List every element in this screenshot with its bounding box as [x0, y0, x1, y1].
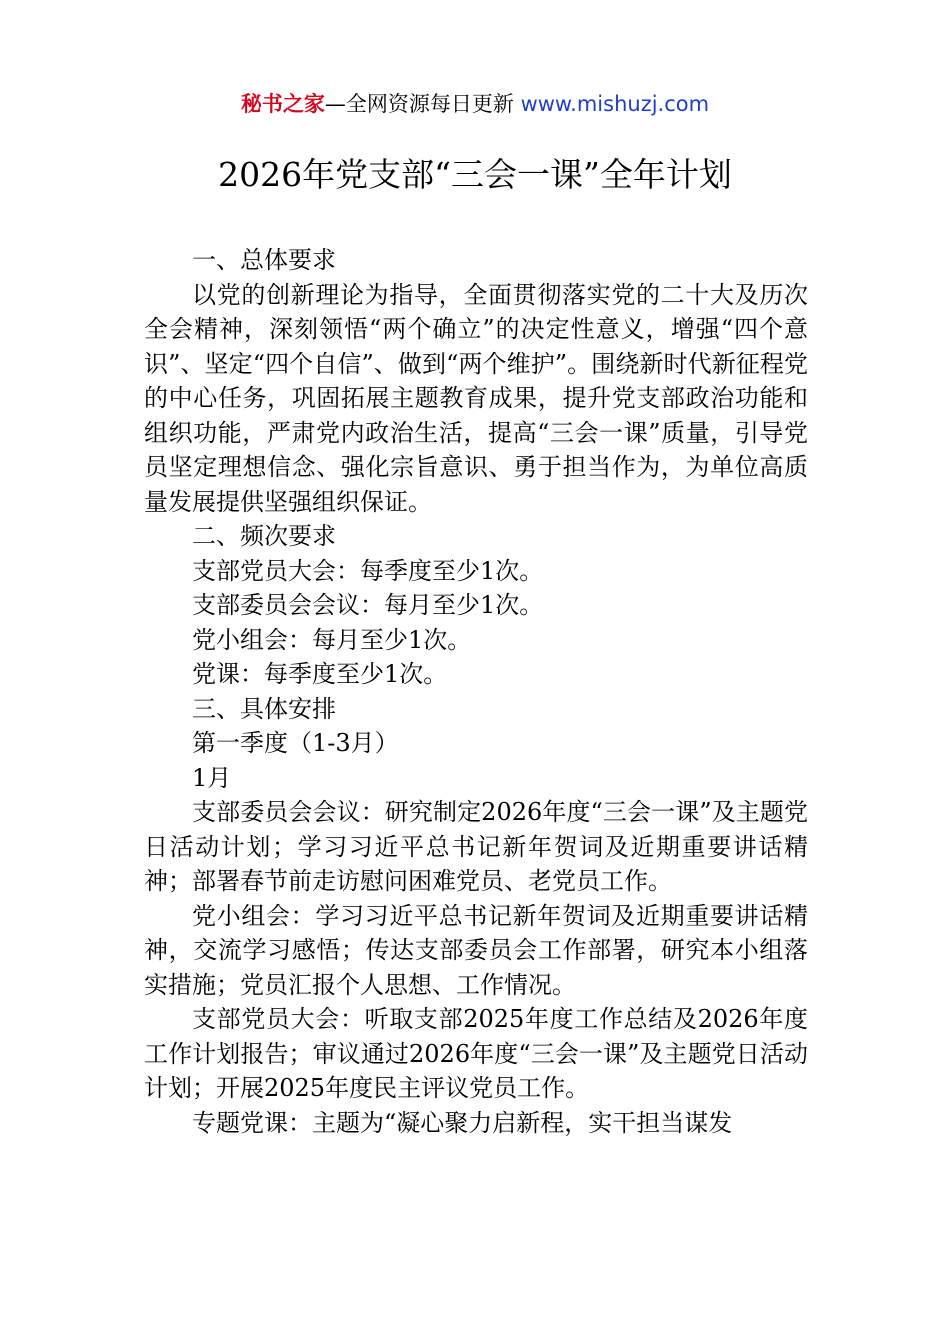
- site-brand: 秘书之家: [240, 92, 325, 116]
- frequency-item-lecture: 党课：每季度至少1次。: [192, 660, 448, 688]
- paragraph-overall-requirements: 以党的创新理论为指导，全面贯彻落实党的二十大及历次全会精神，深刻领悟“两个确立”的决定性意义，增强“四个意识”、坚定“四个自信”、做到“两个维护”。围绕新时代新征程党的中心任务，巩固拓展主题教育成果，提升党支部政治功能和组织功能，严肃党内政治生活，提高“三会一课”质量，引导党员坚定理想信念、强化宗旨意识、勇于担当作为，为单位高质量发展提供坚强组织保证。: [144, 280, 808, 516]
- document-title: 2026年党支部“三会一课”全年计划: [218, 155, 732, 194]
- site-url-link[interactable]: www.mishuzj.com: [520, 92, 710, 116]
- quarter-heading-q1: 第一季度（1-3月）: [192, 729, 399, 757]
- document-body: [144, 243, 808, 1140]
- paragraph-group-meeting: 党小组会：学习习近平总书记新年贺词及近期重要讲话精神，交流学习感悟；传达支部委员会工作部署，研究本小组落实措施；党员汇报个人思想、工作情况。: [144, 901, 808, 999]
- site-header: [0, 88, 950, 120]
- frequency-item-group: 党小组会：每月至少1次。: [192, 625, 472, 654]
- paragraph-party-congress: 支部党员大会：听取支部2025年度工作总结及2026年度工作计划报告；审议通过2026年度“三会一课”及主题党日活动计划；开展2025年度民主评议党员工作。: [144, 1005, 808, 1102]
- frequency-item-committee: 支部委员会会议：每月至少1次。: [192, 591, 544, 619]
- section-heading-frequency: 二、频次要求: [192, 522, 336, 550]
- paragraph-special-lecture: 专题党课：主题为“凝心聚力启新程，实干担当谋发: [192, 1108, 733, 1137]
- paragraph-committee-meeting: 支部委员会会议：研究制定2026年度“三会一课”及主题党日活动计划；学习习近平总书记新年贺词及近期重要讲话精神；部署春节前走访慰问困难党员、老党员工作。: [144, 798, 808, 895]
- section-heading-overall: 一、总体要求: [192, 246, 336, 274]
- frequency-item-party-congress: 支部党员大会：每季度至少1次。: [192, 556, 544, 585]
- month-heading-january: 1月: [192, 763, 232, 792]
- site-tagline: —全网资源每日更新: [324, 92, 521, 116]
- section-heading-schedule: 三、具体安排: [192, 694, 336, 723]
